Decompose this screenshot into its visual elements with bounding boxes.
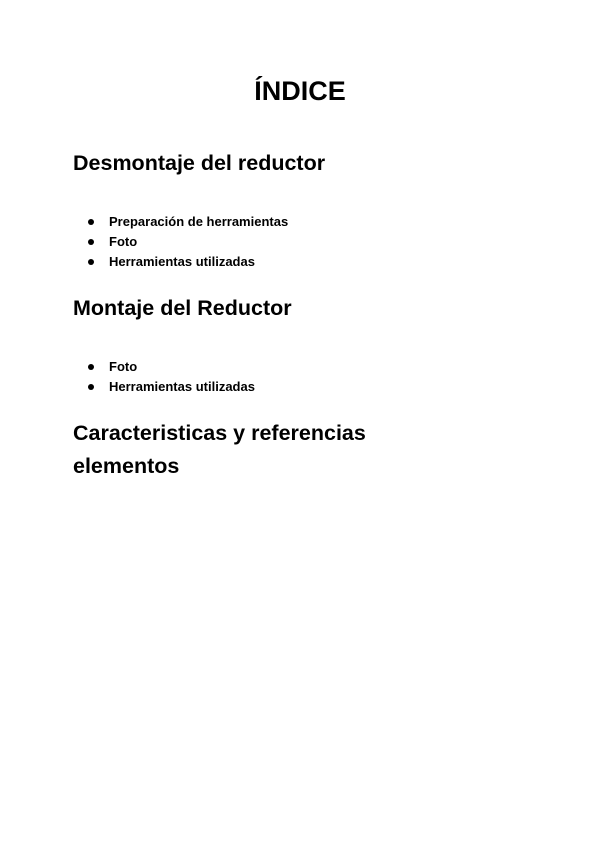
list-item: Herramientas utilizadas <box>88 252 548 272</box>
bullet-icon <box>88 384 94 390</box>
index-title: ÍNDICE <box>254 76 346 106</box>
bullet-icon <box>88 239 94 245</box>
list-item: Foto <box>88 232 548 252</box>
list-item: Preparación de herramientas <box>88 212 548 232</box>
bullet-icon <box>88 259 94 265</box>
list-item: Herramientas utilizadas <box>88 377 548 397</box>
bullet-icon <box>88 364 94 370</box>
section-heading-caracteristicas-line2: elementos <box>73 454 180 478</box>
montaje-list <box>88 357 548 397</box>
section-heading-montaje: Montaje del Reductor <box>73 296 292 320</box>
bullet-icon <box>88 219 94 225</box>
section-heading-desmontaje: Desmontaje del reductor <box>73 151 326 175</box>
desmontaje-list <box>88 212 548 272</box>
list-item: Foto <box>88 357 548 377</box>
section-heading-caracteristicas-line1: Caracteristicas y referencias <box>73 421 366 445</box>
